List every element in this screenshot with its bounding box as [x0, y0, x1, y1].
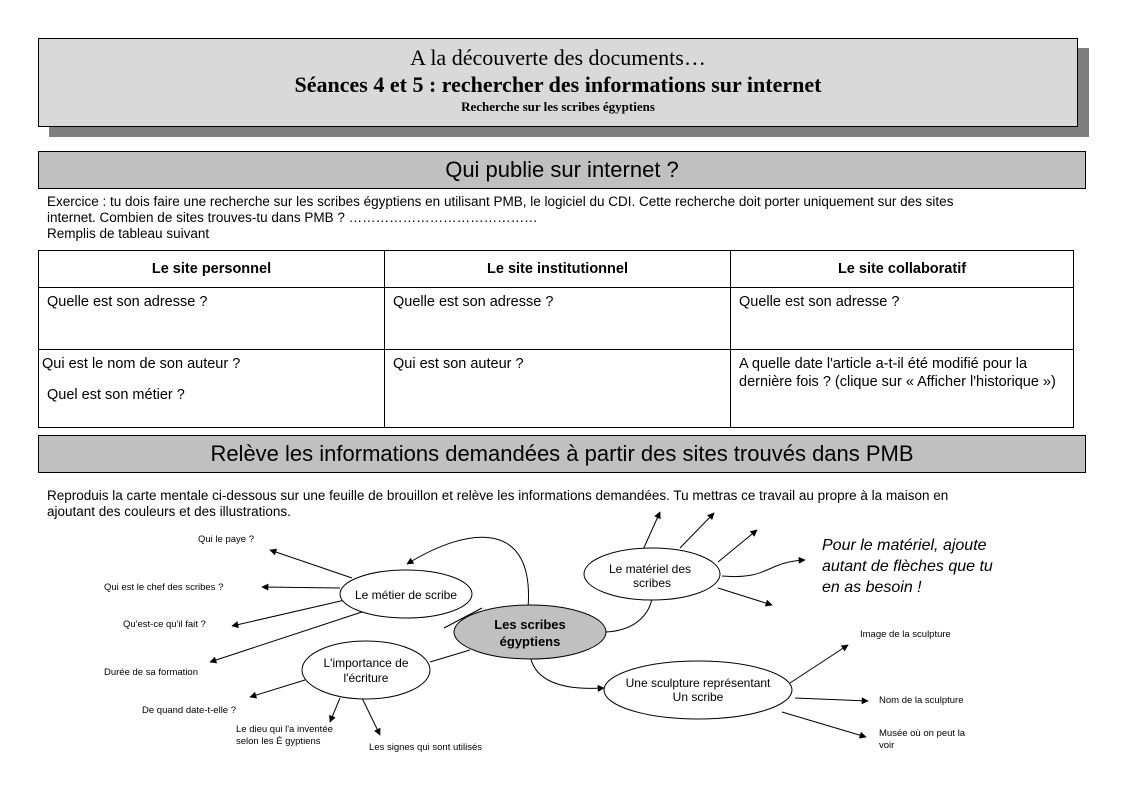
- arrow-qui-le-paye: [270, 550, 352, 578]
- arrow-musee: [782, 712, 866, 737]
- header-collaborative-site: Le site collaboratif: [731, 251, 1074, 288]
- question-qui-le-paye: Qui le paye ?: [198, 534, 254, 545]
- node-metier-label: Le métier de scribe: [354, 588, 458, 602]
- arrow-nom-sculpture: [795, 698, 868, 701]
- arrow-chef-des-scribes: [262, 587, 340, 588]
- materiel-note-line-3: en as besoin !: [822, 579, 922, 596]
- arrow-materiel-2: [680, 513, 714, 548]
- author-name-question: Qui est le nom de son auteur ?: [42, 356, 241, 372]
- session-title: Séances 4 et 5 : rechercher des informations sur internet: [294, 72, 822, 97]
- node-importance-label-1: L'importance de: [323, 656, 409, 670]
- arrow-dieu: [330, 698, 340, 722]
- materiel-note-line-2: autant de flèches que tu: [822, 558, 993, 575]
- exercise-line-3: Remplis de tableau suivant: [47, 226, 210, 241]
- question-musee-line-2: voir: [879, 740, 895, 751]
- arrow-materiel-3: [718, 530, 757, 562]
- materiel-note-line-1: Pour le matériel, ajoute: [822, 537, 987, 554]
- question-duree-formation: Durée de sa formation: [104, 667, 198, 678]
- arrow-de-quand: [250, 680, 305, 697]
- question-dieu-line-1: Le dieu qui l'a inventée: [236, 724, 333, 735]
- question-image-sculpture: Image de la sculpture: [860, 629, 951, 640]
- header-institutional-site: Le site institutionnel: [385, 251, 731, 288]
- instructions-line-2: ajoutant des couleurs et des illustrations.: [47, 504, 291, 519]
- center-to-materiel-line: [606, 598, 652, 632]
- address-question: Quelle est son adresse ?: [47, 294, 208, 310]
- arrow-materiel-1: [642, 512, 660, 552]
- node-materiel-label-2: scribes: [632, 576, 672, 590]
- node-center: [454, 605, 606, 659]
- node-materiel-label-1: Le matériel des: [608, 562, 692, 576]
- header-personal-site: Le site personnel: [39, 251, 385, 288]
- exercise-line-2: internet. Combien de sites trouves-tu dans PMB ? ……………………………………: [47, 210, 538, 225]
- question-de-quand: De quand date-t-elle ?: [142, 705, 237, 716]
- node-center-label-1: Les scribes: [494, 617, 566, 632]
- arrow-quest-ce-quil-fait: [232, 600, 345, 626]
- arrow-signes: [362, 698, 380, 735]
- profession-question: Quel est son métier ?: [47, 387, 185, 403]
- author-question: Qui est son auteur ?: [393, 356, 524, 372]
- research-subtitle: Recherche sur les scribes égyptiens: [461, 99, 655, 114]
- question-chef-des-scribes: Qui est le chef des scribes ?: [104, 582, 224, 593]
- instructions-line-1: Reproduis la carte mentale ci-dessous sur une feuille de brouillon et relève les informations demandées. Tu mettras ce travail au propre à la maison en: [47, 488, 949, 503]
- node-center-label-2: égyptiens: [499, 634, 561, 649]
- arrow-image-sculpture: [790, 645, 848, 683]
- section-title-gather-info: Relève les informations demandées à partir des sites trouvés dans PMB: [38, 435, 1086, 473]
- arrow-materiel-5: [718, 588, 772, 605]
- address-question: Quelle est son adresse ?: [739, 294, 900, 310]
- modified-date-question: A quelle date l'article a-t-il été modifié pour la dernière fois ? (clique sur « Afficher l'historique »): [739, 356, 1056, 390]
- node-sculpture-label-2: Un scribe: [672, 690, 724, 704]
- node-importance-label-2: l'écriture: [343, 671, 389, 685]
- question-dieu-line-2: selon les É gyptiens: [236, 736, 321, 747]
- node-sculpture-label-1: Une sculpture représentant: [625, 676, 771, 690]
- question-musee-line-1: Musée où on peut la: [879, 728, 966, 739]
- document-title: A la découverte des documents…: [410, 45, 706, 70]
- exercise-line-1: Exercice : tu dois faire une recherche sur les scribes égyptiens en utilisant PMB, le logiciel du CDI. Cette recherche doit porter uniquement sur des sites: [47, 194, 954, 209]
- question-quest-ce-quil-fait: Qu'est-ce qu'il fait ?: [123, 619, 206, 630]
- address-question: Quelle est son adresse ?: [393, 294, 554, 310]
- question-nom-sculpture: Nom de la sculpture: [879, 695, 964, 706]
- section-title-who-publishes: Qui publie sur internet ?: [38, 151, 1086, 189]
- center-to-sculpture-arrow: [530, 655, 604, 688]
- arrow-materiel-4: [722, 560, 805, 577]
- center-to-importance-line: [430, 650, 470, 662]
- node-importance: [302, 641, 430, 699]
- question-signes: Les signes qui sont utilisés: [369, 742, 483, 753]
